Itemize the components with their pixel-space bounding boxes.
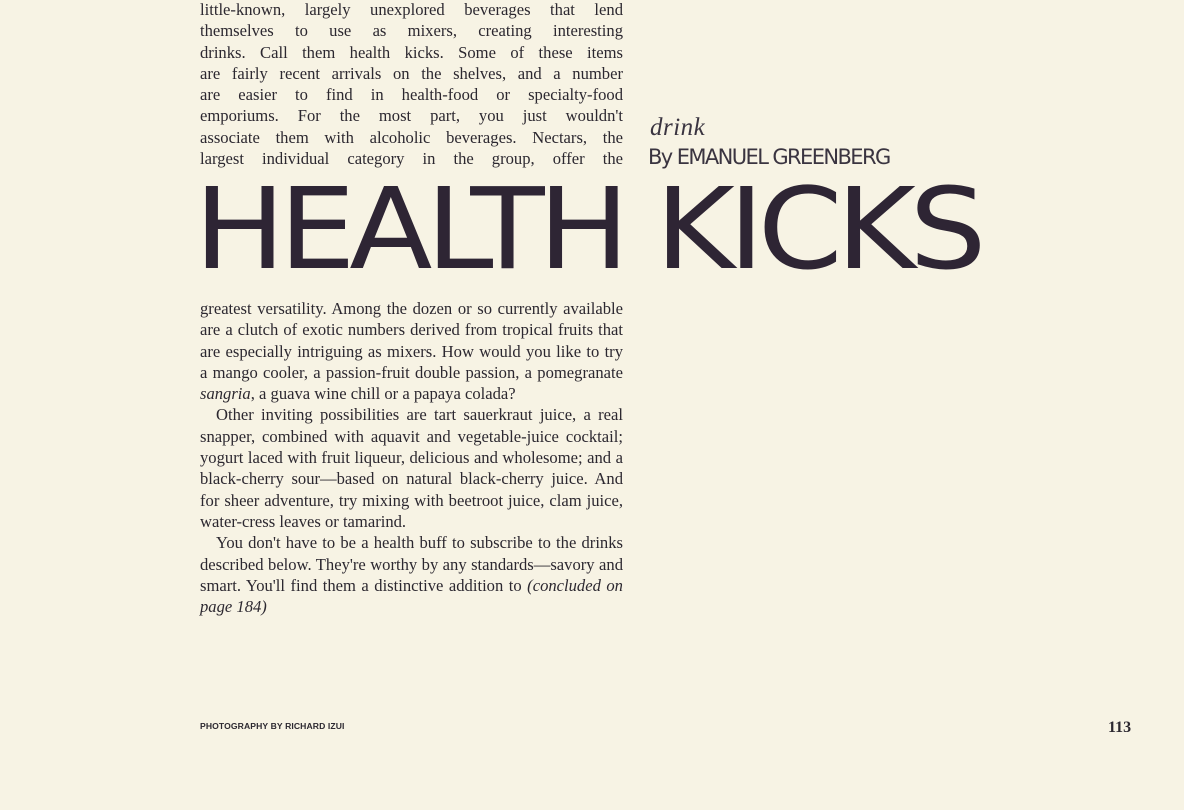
department-label: drink (650, 114, 706, 141)
article-text-bottom-column (200, 298, 623, 617)
headline (194, 174, 980, 284)
byline: By EMANUEL GREENBERG (648, 145, 890, 169)
text-line: emporiums. For the most part, you just wouldn't (200, 106, 623, 126)
paragraph-text: You don't have to be a health buff to subscribe to the drinks described below. They're worthy by any standards—savory and smart. You'll find them a distinctive addition to (200, 533, 623, 595)
text-line: little-known, largely unexplored beverages that lend (200, 0, 623, 19)
text-line: themselves to use as mixers, creating interesting (200, 21, 623, 41)
continuation-note: (concluded on page 184) (200, 575, 623, 617)
text-line: associate them with alcoholic beverages. Nectars, the (200, 127, 623, 147)
paragraph (200, 298, 623, 404)
article-text-top-column (200, 0, 623, 169)
text-line: are easier to find in health-food or specialty-food (200, 85, 623, 105)
photo-credit: PHOTOGRAPHY BY RICHARD IZUI (200, 721, 345, 731)
paragraph (200, 532, 623, 617)
text-line: largest individual category in the group, offer the (200, 149, 623, 169)
paragraph-text: greatest versatility. Among the dozen or so currently available are a clutch of exotic numbers derived from tropical fruits that are especially intriguing as mixers. How would you like to try a mango cooler, a passion-fruit double passion, a pomegranate (200, 299, 623, 382)
headline-lettering (194, 174, 980, 284)
headline-text: HEALTH KICKS (194, 174, 980, 284)
paragraph: Other inviting possibilities are tart sauerkraut juice, a real snapper, combined with aquavit and vegetable-juice cocktail; yogurt laced with fruit liqueur, delicious and wholesome; and a black-cherry sour—based on natural black-cherry juice. And for sheer adventure, try mixing with beetroot juice, clam juice, water-cress leaves or tamarind. (200, 405, 623, 531)
page-number: 113 (1108, 719, 1132, 736)
text-line: are fairly recent arrivals on the shelves, and a number (200, 63, 623, 83)
paragraph-text: , a guava wine chill or a papaya colada? (250, 384, 516, 404)
text-line: drinks. Call them health kicks. Some of these items (200, 42, 623, 62)
italic-term: sangria (200, 384, 251, 404)
